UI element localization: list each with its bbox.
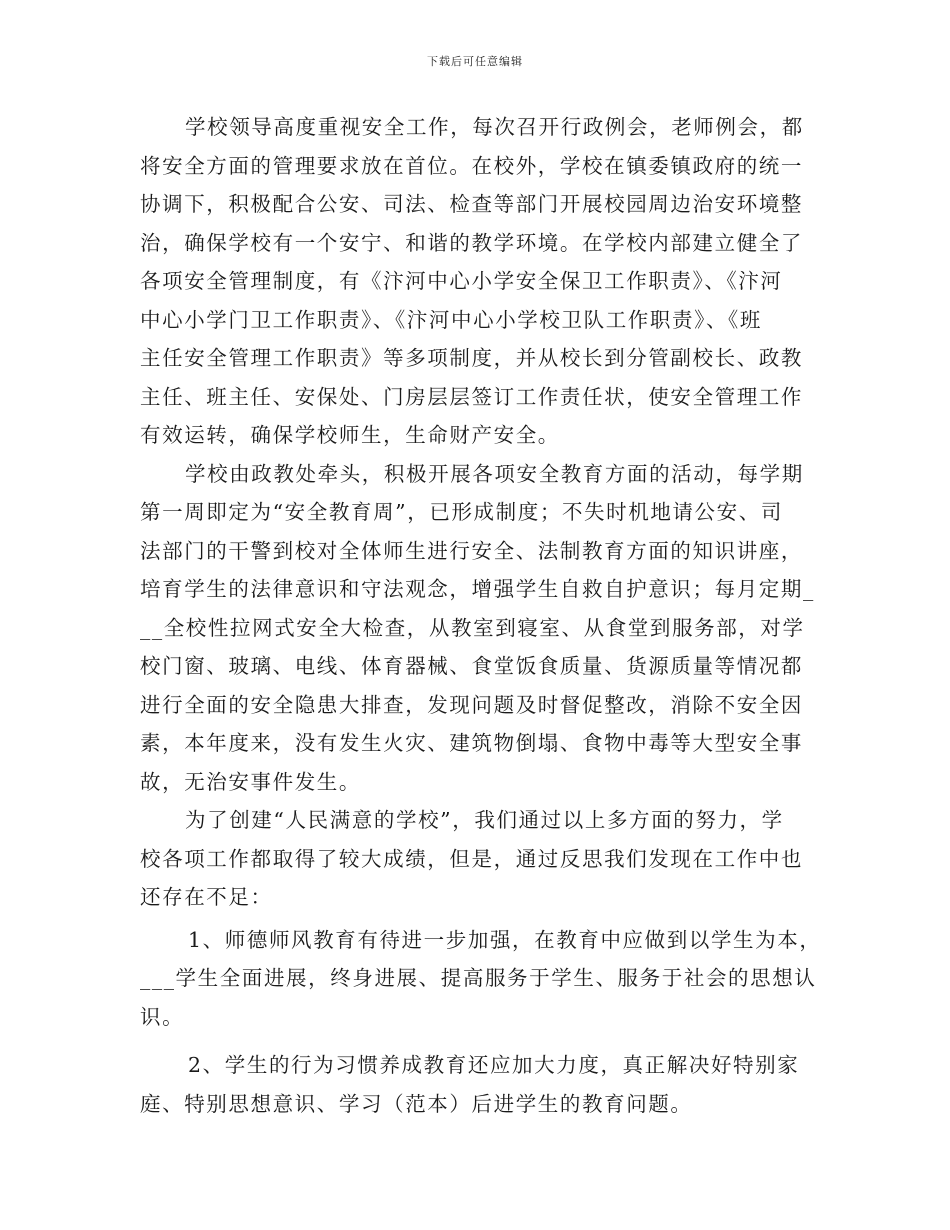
text-line: 校门窗、玻璃、电线、体育器械、食堂饭食质量、货源质量等情况都 (140, 654, 803, 678)
text-line: 治，确保学校有一个安宁、和谐的教学环境。在学校内部建立健全了 (140, 230, 803, 255)
text-line: 各项安全管理制度，有《汴河中心小学安全保卫工作职责》、《汴河 (140, 269, 783, 293)
page-header-note: 下载后可任意编辑 (427, 55, 523, 68)
text-line: 素，本年度来，没有发生火灾、建筑物倒塌、食物中毒等大型安全事 (140, 731, 803, 755)
paragraph (140, 108, 812, 455)
text-line: 校各项工作都取得了较大成绩，但是，通过反思我们发现在工作中也 (140, 846, 803, 871)
text-line: 第一周即定为“安全教育周”，已形成制度；不失时机地请公安、司 (140, 500, 783, 524)
paragraph (140, 455, 815, 802)
text-line: 2、学生的行为习惯养成教育还应加大力度，真正解决好特别家 (188, 1053, 800, 1077)
document-body (140, 108, 822, 1123)
text-line: 1、师德师风教育有待进一步加强，在教育中应做到以学生为本， (188, 927, 822, 952)
text-line: 协调下，积极配合公安、司法、检查等部门开展校园周边治安环境整 (140, 192, 803, 216)
text-line: 有效运转，确保学校师生，生命财产安全。 (140, 423, 560, 447)
text-line: 为了创建“人民满意的学校”，我们通过以上多方面的努力，学 (185, 808, 784, 832)
text-line: __全校性拉网式安全大检查，从教室到寝室、从食堂到服务部，对学 (140, 615, 805, 640)
text-line: ___学生全面进展，终身进展、提高服务于学生、服务于社会的思想认 (140, 966, 817, 990)
list-item (140, 1046, 812, 1123)
text-line: 学校由政教处牵头，积极开展各项安全教育方面的活动，每学期 (185, 461, 804, 486)
text-line: 还存在不足： (140, 885, 273, 909)
text-line: 将安全方面的管理要求放在首位。在校外，学校在镇委镇政府的统一 (140, 153, 803, 178)
text-line: 进行全面的安全隐患大排查，发现问题及时督促整改，消除不安全因 (140, 692, 803, 717)
text-line: 庭、特别思想意识、学习（范本）后进学生的教育问题。 (140, 1091, 693, 1116)
text-line: 学校领导高度重视安全工作，每次召开行政例会，老师例会，都 (185, 115, 804, 139)
text-line: 主任、班主任、安保处、门房层层签订工作责任状，使安全管理工作 (140, 384, 803, 409)
text-line: 主任安全管理工作职责》等多项制度，并从校长到分管副校长、政教 (140, 346, 803, 370)
paragraph (140, 801, 812, 917)
text-line: 故，无治安事件发生。 (140, 769, 361, 794)
list-item (140, 921, 822, 1037)
text-line: 法部门的干警到校对全体师生进行安全、法制教育方面的知识讲座， (140, 538, 803, 563)
text-line: 中心小学门卫工作职责》、《汴河中心小学校卫队工作职责》、《班 (140, 307, 762, 332)
text-line: 识。 (140, 1004, 185, 1029)
text-line: 培育学生的法律意识和守法观念，增强学生自救自护意识；每月定期_ (140, 577, 815, 601)
